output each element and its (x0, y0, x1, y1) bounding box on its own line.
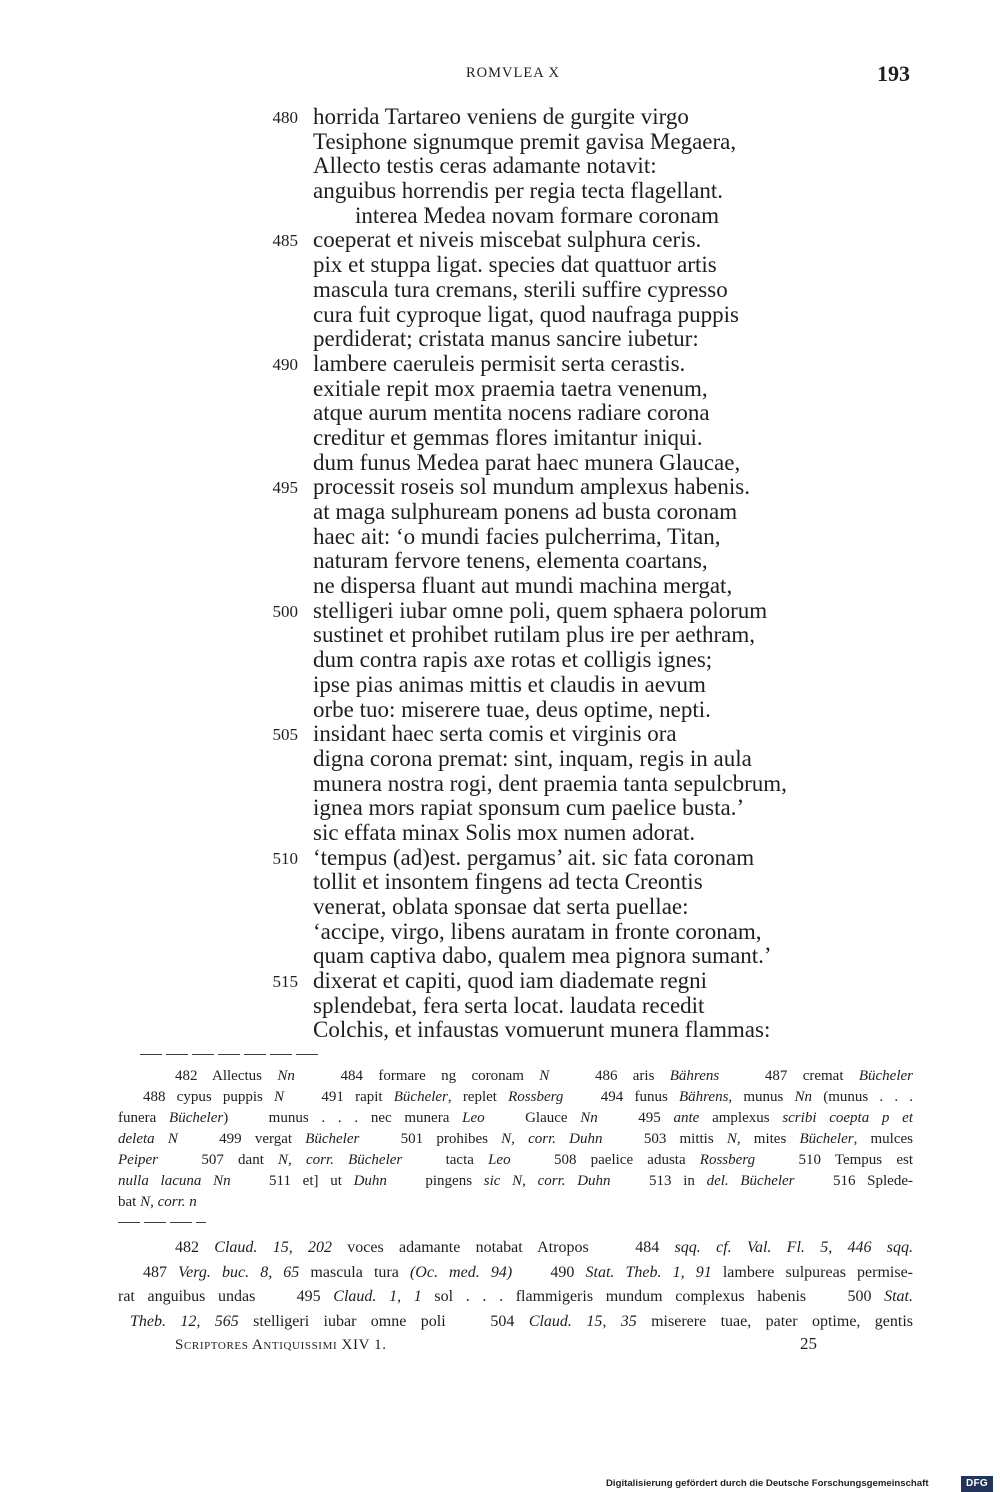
verse-text: cura fuit cyproque ligat, quod naufraga puppis (313, 301, 740, 327)
apparatus-italic-run: scribi coepta p et (782, 1110, 913, 1126)
verse-line (313, 1018, 953, 1043)
verse-line (313, 426, 953, 451)
apparatus-italic-run: ante (673, 1110, 700, 1126)
testimonia-line (118, 1310, 913, 1335)
verse-line (272, 227, 953, 253)
testimonia-italic-run: Stat. Theb. 1, 91 (585, 1263, 712, 1281)
line-number: 505 (272, 725, 298, 745)
verse-text: Colchis, et infaustas vomuerunt munera flammas: (313, 1017, 771, 1043)
testimonia-divider (118, 1222, 206, 1223)
verse-text: dum funus Medea parat haec munera Glaucae, (313, 449, 741, 475)
testimonia-italic-run: Verg. buc. 8, 65 (178, 1263, 300, 1281)
apparatus-roman-run: tacta (402, 1152, 489, 1168)
apparatus-italic-run: N, corr. Duhn (501, 1131, 603, 1147)
apparatus-roman-run: 484 formare ng coronam (294, 1068, 540, 1084)
verse-text: at maga sulphuream ponens ad busta coronam (313, 499, 738, 524)
verse-line (272, 844, 953, 871)
apparatus-italic-run: Peiper (118, 1152, 158, 1168)
page-number: 193 (877, 61, 910, 86)
apparatus-roman-run: 494 funus (563, 1089, 679, 1105)
verse-line (313, 994, 953, 1019)
testimonia-line (118, 1285, 913, 1310)
apparatus-italic-run: Bährens (669, 1068, 720, 1084)
testimonia-italic-run: Theb. 12, 565 (130, 1312, 239, 1330)
testimonia-roman-run: voces adamante notabat Atropos 484 (332, 1239, 675, 1256)
running-title: ROMVLEA X (466, 65, 560, 81)
verse-line (313, 303, 953, 328)
testimonia-roman-run: rat anguibus undas 495 (118, 1288, 334, 1305)
apparatus-line (118, 1192, 913, 1213)
testimonia-italic-run: Claud. 15, 202 (214, 1239, 333, 1256)
verse-line (313, 278, 953, 303)
testimonia (118, 1236, 913, 1334)
apparatus-roman-run: 495 (597, 1110, 674, 1126)
apparatus-italic-run: Leo (488, 1152, 511, 1168)
apparatus-italic-run: N, corr. n (140, 1194, 197, 1210)
verse-text: ignea mors rapiat sponsum cum paelice busta.’ (313, 795, 745, 821)
verse-text: haec ait: ‘o mundi facies pulcherrima, Titan, (313, 523, 721, 549)
verse-text: mascula tura cremans, sterili suffire cypresso (313, 276, 728, 302)
apparatus-italic-run: Bährens (678, 1089, 729, 1105)
apparatus-roman-run: , mites (736, 1131, 800, 1147)
verse-text: digna corona premat: sint, inquam, regis in aula (313, 745, 752, 771)
verse-line (313, 870, 953, 895)
testimonia-roman-run: 487 (143, 1263, 179, 1281)
apparatus-roman-run: amplexus (699, 1110, 783, 1126)
verse-text: interea Medea novam formare coronam (355, 202, 719, 228)
verse-text: munera nostra rogi, dent praemia tanta sepulcbrum, (313, 770, 787, 796)
verse-line (313, 451, 953, 476)
apparatus-italic-run: Rossberg (699, 1152, 756, 1168)
apparatus-roman-run: bat (118, 1194, 141, 1210)
verse-text: anguibus horrendis per regia tecta flagellant. (313, 178, 724, 204)
verse-line (313, 179, 953, 204)
verse-text: processit roseis sol mundum amplexus habenis. (313, 474, 750, 500)
verse-line (313, 574, 953, 599)
apparatus-italic-run: N, corr. Bücheler (278, 1152, 403, 1168)
verse-text: naturam fervore tenens, elementa coartans, (313, 548, 708, 574)
verse-line (313, 944, 953, 969)
apparatus-roman-run: 499 vergat (177, 1131, 306, 1147)
verse-text: dixerat et capiti, quod iam diademate regni (313, 968, 708, 994)
verse-text: venerat, oblata sponsae dat serta puellae: (313, 894, 689, 919)
apparatus-italic-run: N (726, 1131, 737, 1147)
apparatus-italic-run: Bücheler (169, 1110, 224, 1126)
testimonia-italic-run: (Oc. med. 94) (409, 1263, 513, 1281)
verse-line (313, 130, 953, 155)
verse-text: atque aurum mentita nocens radiare corona (313, 400, 710, 426)
apparatus-italic-run: Nn (794, 1089, 813, 1105)
apparatus-roman-run: , replet (447, 1089, 509, 1105)
printer-signature: 25 (800, 1334, 817, 1353)
apparatus-italic-run: Rossberg (508, 1089, 564, 1105)
verse-text: creditur et gemmas flores imitantur iniqui. (313, 424, 703, 450)
verse-text: exitiale repit mox praemia taetra venenum, (313, 375, 708, 401)
line-number: 485 (272, 231, 298, 251)
apparatus-roman-run: 510 Tempus est (755, 1152, 913, 1168)
verse-text: stelligeri iubar omne poli, quem sphaera polorum (313, 597, 768, 623)
testimonia-roman-run: mascula tura (299, 1263, 410, 1281)
verse-line (313, 747, 953, 772)
verse-text: splendebat, fera serta locat. laudata recedit (313, 992, 705, 1018)
apparatus-roman-run: pingens (386, 1173, 484, 1189)
testimonia-roman-run: sol . . . flammigeris mundum complexus habenis 500 (421, 1288, 885, 1305)
apparatus-roman-run: , munus (728, 1089, 795, 1105)
verse-text: coeperat et niveis miscebat sulphura ceris. (313, 227, 702, 253)
apparatus-italic-run: Bücheler (858, 1068, 913, 1084)
critical-apparatus (118, 1066, 913, 1213)
verse-line (272, 721, 953, 747)
verse-line (313, 500, 953, 525)
verse-text: ‘tempus (ad)est. pergamus’ ait. sic fata coronam (313, 844, 755, 870)
verse-line (313, 253, 953, 278)
testimonia-line (118, 1236, 913, 1261)
verse-text: ne dispersa fluant aut mundi machina mergat, (313, 573, 733, 599)
testimonia-italic-run: Claud. 15, 35 (528, 1312, 637, 1330)
verse-line (272, 968, 953, 994)
verse-line (313, 377, 953, 402)
apparatus-italic-run: Nn (277, 1068, 295, 1084)
testimonia-roman-run: stelligeri iubar omne poli 504 (238, 1312, 529, 1330)
line-number: 490 (272, 354, 298, 374)
apparatus-line (118, 1108, 913, 1129)
verse-text: Tesiphone signumque premit gavisa Megaera, (313, 128, 737, 154)
apparatus-italic-run: deleta N (118, 1131, 178, 1147)
apparatus-roman-run: 516 Splede- (794, 1173, 913, 1189)
verse-text: Allecto testis ceras adamante notavit: (313, 153, 657, 179)
verse-text: ‘accipe, virgo, libens auratam in fronte coronam, (313, 918, 762, 944)
apparatus-roman-run: 511 et] ut (230, 1173, 354, 1189)
apparatus-roman-run: 501 prohibes (359, 1131, 502, 1147)
dfg-logo: DFG (961, 1476, 993, 1492)
verse-line (313, 821, 953, 846)
digitization-credit: Digitalisierung gefördert durch die Deutsche Forschungsgemeinschaft (606, 1478, 929, 1489)
series-title: Scriptores Antiquissimi XIV 1. (175, 1337, 387, 1353)
apparatus-roman-run: 488 cypus puppis (143, 1089, 275, 1105)
verse-line (313, 204, 953, 229)
apparatus-italic-run: Duhn (353, 1173, 387, 1189)
apparatus-italic-run: Bücheler (393, 1089, 448, 1105)
verse-text: perdiderat; cristata manus sancire iubetur: (313, 326, 699, 352)
apparatus-italic-run: Bücheler (799, 1131, 854, 1147)
verse-text: ipse pias animas mittis et claudis in aevum (313, 671, 706, 697)
verse-line (313, 648, 953, 673)
apparatus-italic-run: del. Bücheler (706, 1173, 795, 1189)
testimonia-line (118, 1261, 913, 1286)
verse-line (272, 104, 953, 130)
verse-line (313, 895, 953, 920)
verse-line (313, 920, 953, 945)
verse-line (313, 698, 953, 723)
testimonia-roman-run: lambere sulpureas permise- (711, 1263, 913, 1281)
verse-line (313, 549, 953, 574)
apparatus-italic-run: Leo (462, 1110, 485, 1126)
apparatus-roman-run: funera (118, 1110, 170, 1126)
line-number: 495 (272, 478, 298, 498)
apparatus-roman-run: 508 paelice adusta (510, 1152, 700, 1168)
testimonia-italic-run: sqq. cf. Val. Fl. 5, 446 sqq. (674, 1239, 913, 1256)
apparatus-roman-run: 482 Allectus (175, 1068, 278, 1084)
line-number: 480 (272, 108, 298, 127)
apparatus-italic-run: N (539, 1068, 550, 1084)
apparatus-roman-run: 503 mittis (602, 1131, 727, 1147)
apparatus-italic-run: nulla lacuna Nn (118, 1173, 231, 1189)
verse-text: sic effata minax Solis mox numen adorat. (313, 819, 696, 845)
verse-line (313, 154, 953, 179)
verse-line (313, 772, 953, 797)
apparatus-roman-run: 491 rapit (284, 1089, 394, 1105)
apparatus-roman-run: Glauce (484, 1110, 581, 1126)
verse-line (272, 474, 953, 500)
testimonia-roman-run: 482 (175, 1239, 215, 1256)
testimonia-roman-run: 490 (512, 1263, 586, 1281)
apparatus-line (118, 1129, 913, 1150)
testimonia-italic-run: Claud. 1, 1 (333, 1288, 422, 1305)
verse-text: sustinet et prohibet rutilam plus ire per aethram, (313, 622, 755, 648)
testimonia-roman-run: miserere tuae, pater optime, gentis (636, 1312, 913, 1330)
verse-text: orbe tuo: miserere tuae, deus optime, nepti. (313, 696, 711, 722)
apparatus-roman-run: , mulces (853, 1131, 913, 1147)
verse-text: horrida Tartareo veniens de gurgite virgo (313, 104, 689, 129)
verse-text: pix et stuppa ligat. species dat quattuor artis (313, 252, 717, 278)
apparatus-roman-run: 513 in (610, 1173, 707, 1189)
apparatus-line (118, 1066, 913, 1087)
apparatus-roman-run: 507 dant (157, 1152, 279, 1168)
apparatus-divider (140, 1054, 320, 1055)
verse-text: lambere caeruleis permisit serta cerastis. (313, 350, 686, 376)
apparatus-line (118, 1087, 913, 1108)
apparatus-line (118, 1171, 913, 1192)
apparatus-roman-run: ) munus . . . nec munera (223, 1110, 463, 1126)
testimonia-italic-run: Stat. (884, 1288, 913, 1305)
apparatus-roman-run: 487 cremat (719, 1068, 859, 1084)
apparatus-roman-run: (munus . . . (812, 1089, 913, 1105)
verse-line (313, 796, 953, 821)
verse-line (272, 597, 953, 624)
verse-text: dum contra rapis axe rotas et colligis ignes; (313, 647, 713, 673)
apparatus-line (118, 1150, 913, 1171)
verse-text-block (272, 104, 953, 1043)
apparatus-italic-run: Nn (580, 1110, 598, 1126)
apparatus-italic-run: N (274, 1089, 285, 1105)
verse-line (313, 525, 953, 550)
verse-line (272, 350, 953, 377)
apparatus-roman-run: 486 aris (549, 1068, 670, 1084)
line-number: 510 (272, 848, 298, 868)
verse-text: insidant haec serta comis et virginis ora (313, 721, 677, 747)
line-number: 500 (272, 601, 298, 621)
verse-line (313, 401, 953, 426)
apparatus-italic-run: sic N, corr. Duhn (483, 1173, 611, 1189)
verse-text: tollit et insontem fingens ad tecta Creontis (313, 869, 703, 895)
verse-line (313, 673, 953, 698)
verse-text: quam captiva dabo, qualem mea pignora sumant.’ (313, 943, 772, 969)
apparatus-italic-run: Bücheler (305, 1131, 360, 1147)
verse-line (313, 623, 953, 648)
line-number: 515 (272, 972, 298, 992)
verse-line (313, 327, 953, 352)
